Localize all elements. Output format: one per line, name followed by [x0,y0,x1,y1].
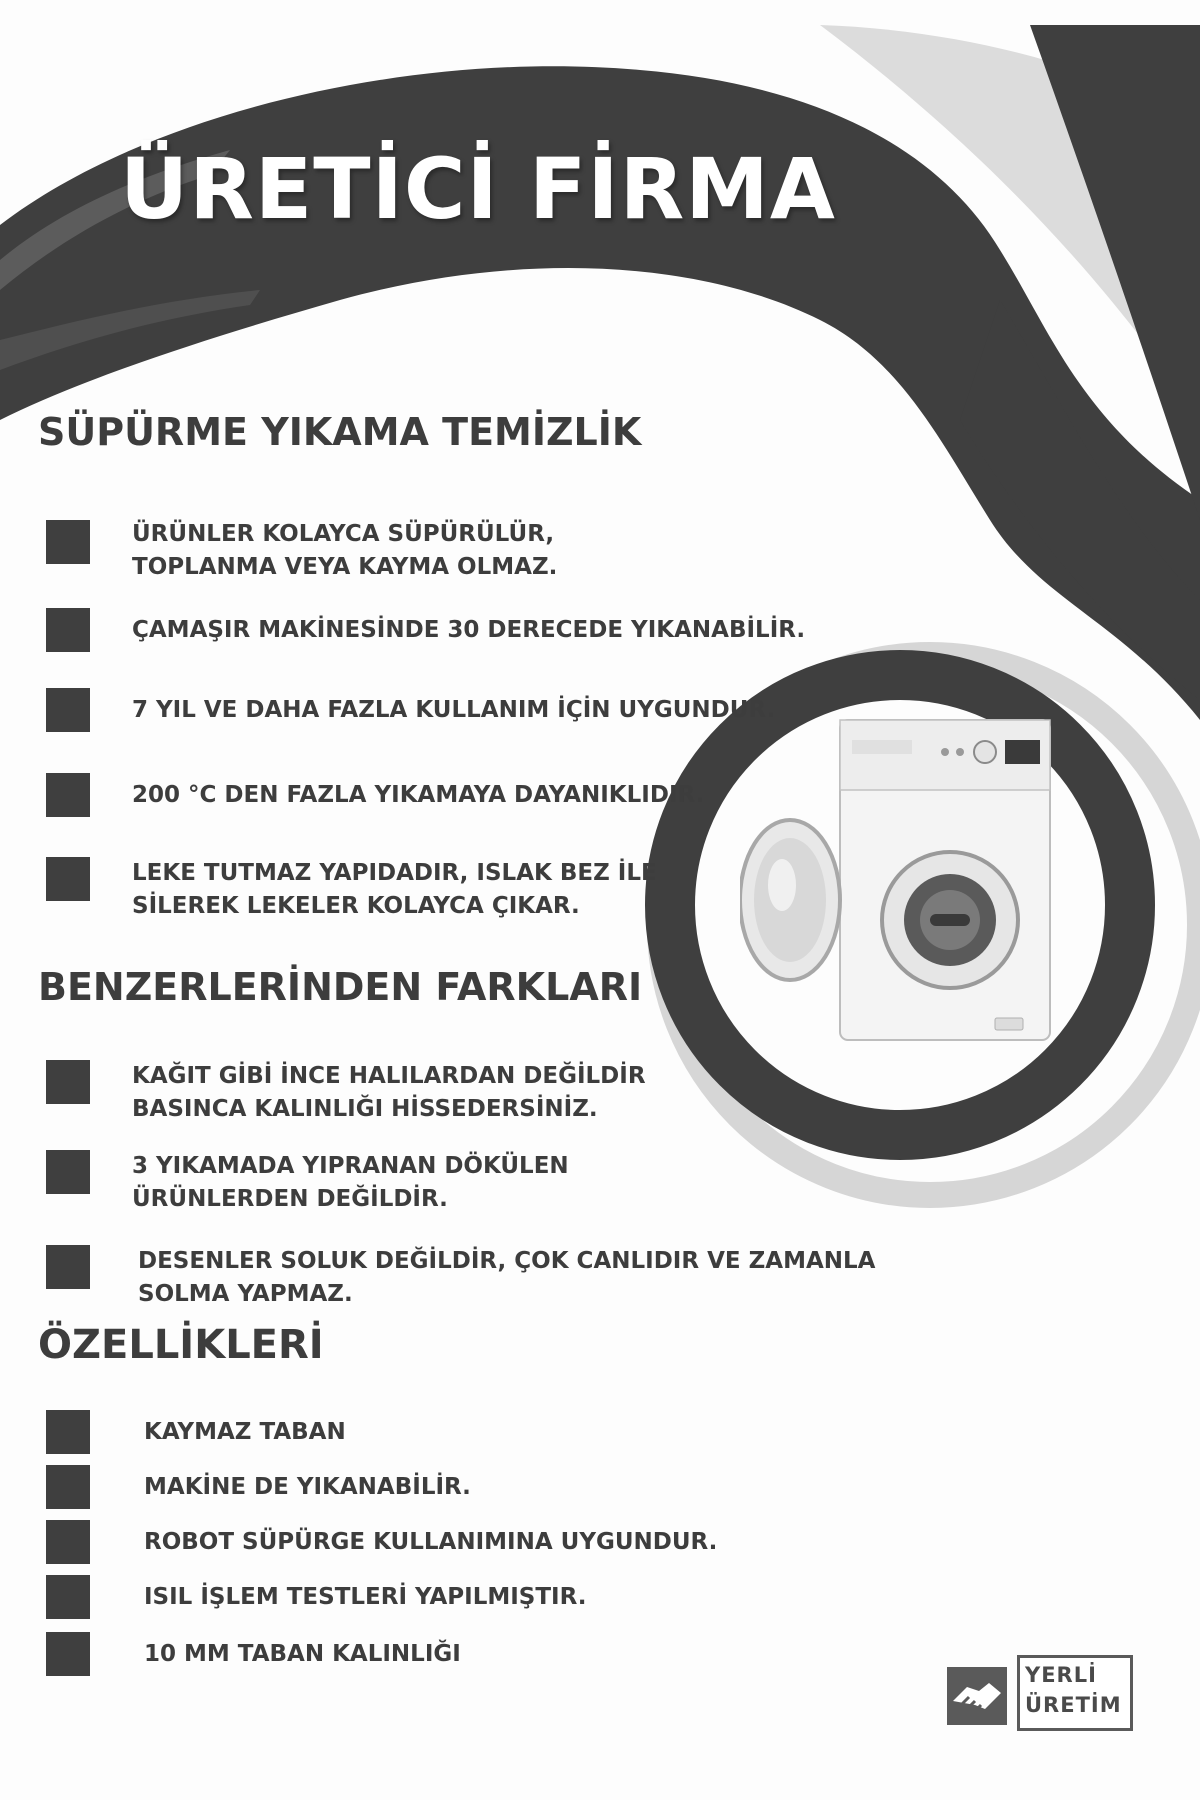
section-heading-differences: BENZERLERİNDEN FARKLARI [38,965,643,1009]
bullet-square-icon [46,1520,90,1564]
list-item-text: ÇAMAŞIR MAKİNESİNDE 30 DERECEDE YIKANABİLİR. [132,617,806,643]
list-item-text: 7 YIL VE DAHA FAZLA KULLANIM İÇİN UYGUNDUR. [132,697,776,723]
bullet-square-icon [46,1150,90,1194]
main-title: ÜRETİCİ FİRMA [120,140,836,238]
list-item-text: MAKİNE DE YIKANABİLİR. [144,1474,471,1500]
list-item-text: ROBOT SÜPÜRGE KULLANIMINA UYGUNDUR. [144,1529,718,1555]
bullet-square-icon [46,1632,90,1676]
bullet-square-icon [46,857,90,901]
list-item-text: KAĞIT GİBİ İNCE HALILARDAN DEĞİLDİR BASINCA KALINLIĞI HİSSEDERSİNİZ. [132,1063,646,1122]
list-item-text: 200 °C DEN FAZLA YIKAMAYA DAYANIKLIDIR. [132,782,705,808]
bullet-square-icon [46,1060,90,1104]
section-heading-cleaning: SÜPÜRME YIKAMA TEMİZLİK [38,410,642,454]
badge-line-1: YERLİ [1025,1663,1097,1687]
bullet-square-icon [46,688,90,732]
badge-line-2: ÜRETİM [1025,1693,1122,1717]
list-item-text: 10 MM TABAN KALINLIĞI [144,1641,461,1667]
list-item-text: LEKE TUTMAZ YAPIDADIR, ISLAK BEZ İLE SİLEREK LEKELER KOLAYCA ÇIKAR. [132,860,657,919]
handshake-icon [945,1661,1017,1729]
bullet-square-icon [46,1410,90,1454]
list-item-text: ISIL İŞLEM TESTLERİ YAPILMIŞTIR. [144,1584,587,1610]
list-item-text: DESENLER SOLUK DEĞİLDİR, ÇOK CANLIDIR VE ZAMANLA SOLMA YAPMAZ. [138,1248,876,1307]
bullet-square-icon [46,520,90,564]
list-item-text: KAYMAZ TABAN [144,1419,346,1445]
yerli-uretim-badge [945,1655,1140,1735]
list-item-text: ÜRÜNLER KOLAYCA SÜPÜRÜLÜR, TOPLANMA VEYA KAYMA OLMAZ. [132,521,558,580]
bullet-square-icon [46,608,90,652]
bullet-square-icon [46,773,90,817]
section-heading-features: ÖZELLİKLERİ [38,1322,324,1368]
list-item-text: 3 YIKAMADA YIPRANAN DÖKÜLEN ÜRÜNLERDEN DEĞİLDİR. [132,1153,569,1212]
bullet-square-icon [46,1575,90,1619]
bullet-square-icon [46,1465,90,1509]
bullet-square-icon [46,1245,90,1289]
